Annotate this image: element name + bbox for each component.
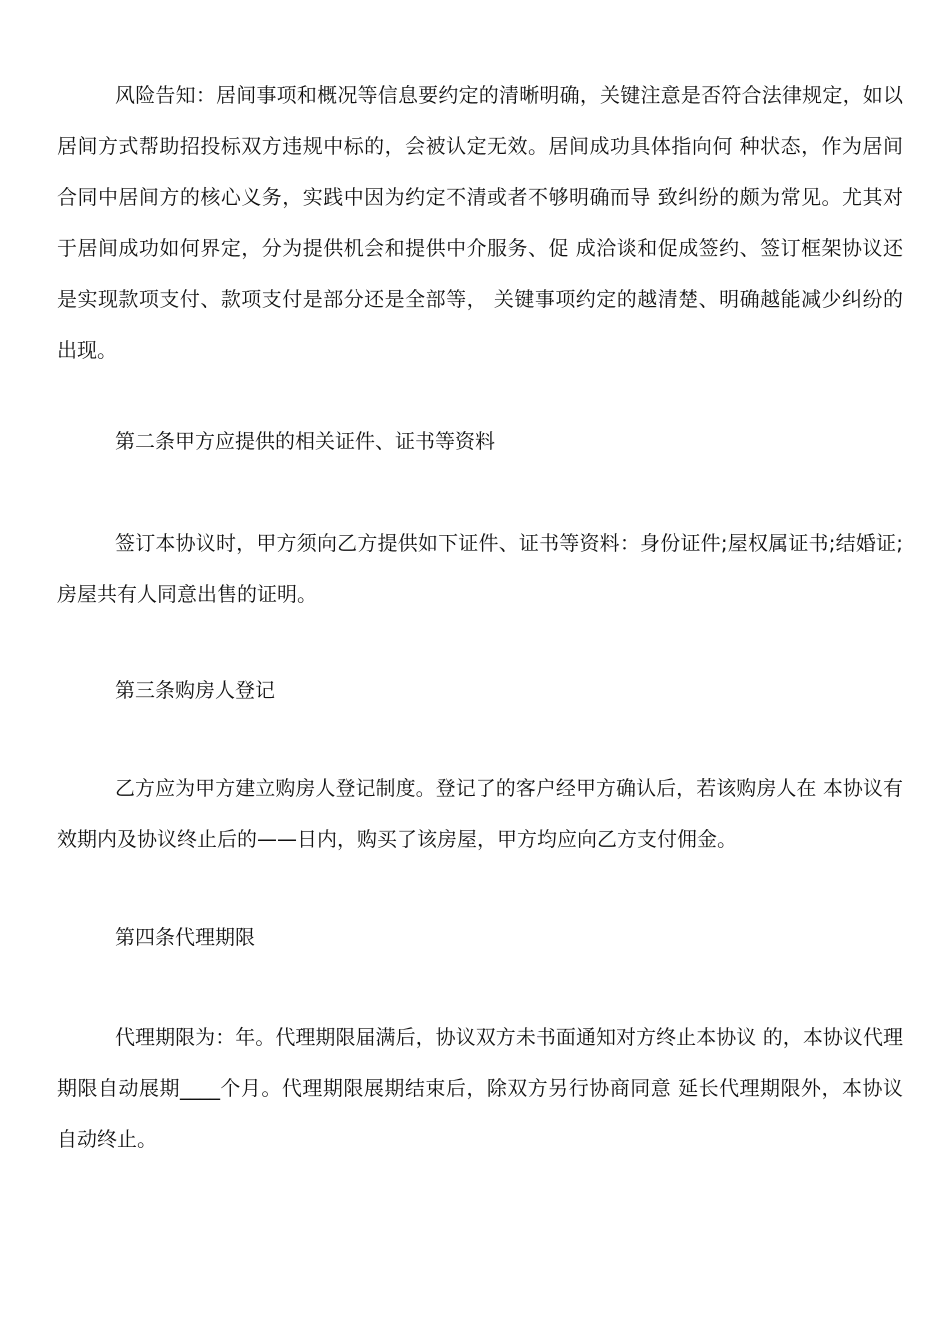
article-4-title: 第四条代理期限 — [115, 925, 255, 949]
article-3-body: 乙方应为甲方建立购房人登记制度。登记了的客户经甲方确认后，若该购房人在 本协议有效期内及协议终止后的——日内，购买了该房屋，甲方均应向乙方支付佣金。 — [57, 776, 903, 851]
article-4-body: 代理期限为：年。代理期限届满后，协议双方未书面通知对方终止本协议 的，本协议代理期限自动展期____个月。代理期限展期结束后，除双方另行协商同意 延长代理期限外，本协议自动终止。 — [57, 1025, 903, 1151]
risk-notice-paragraph: 风险告知：居间事项和概况等信息要约定的清晰明确，关键注意是否符合法律规定，如以居间方式帮助招投标双方违规中标的，会被认定无效。居间成功具体指向何 种状态，作为居间合同中居间方的核心义务，实践中因为约定不清或者不够明确而导 致纠纷的颇为常见。尤其对于居间成功如何界定，分为提供机会和提供中介服务、促 成洽谈和促成签约、签订框架协议还是实现款项支付、款项支付是部分还是全部等， 关键事项约定的越清楚、明确越能减少纠纷的出现。 — [57, 83, 903, 362]
article-2-body: 签订本协议时，甲方须向乙方提供如下证件、证书等资料：身份证件;屋权属证书;结婚证;房屋共有人同意出售的证明。 — [57, 531, 903, 606]
article-3-title: 第三条购房人登记 — [115, 678, 275, 702]
article-2-title: 第二条甲方应提供的相关证件、证书等资料 — [115, 429, 495, 453]
